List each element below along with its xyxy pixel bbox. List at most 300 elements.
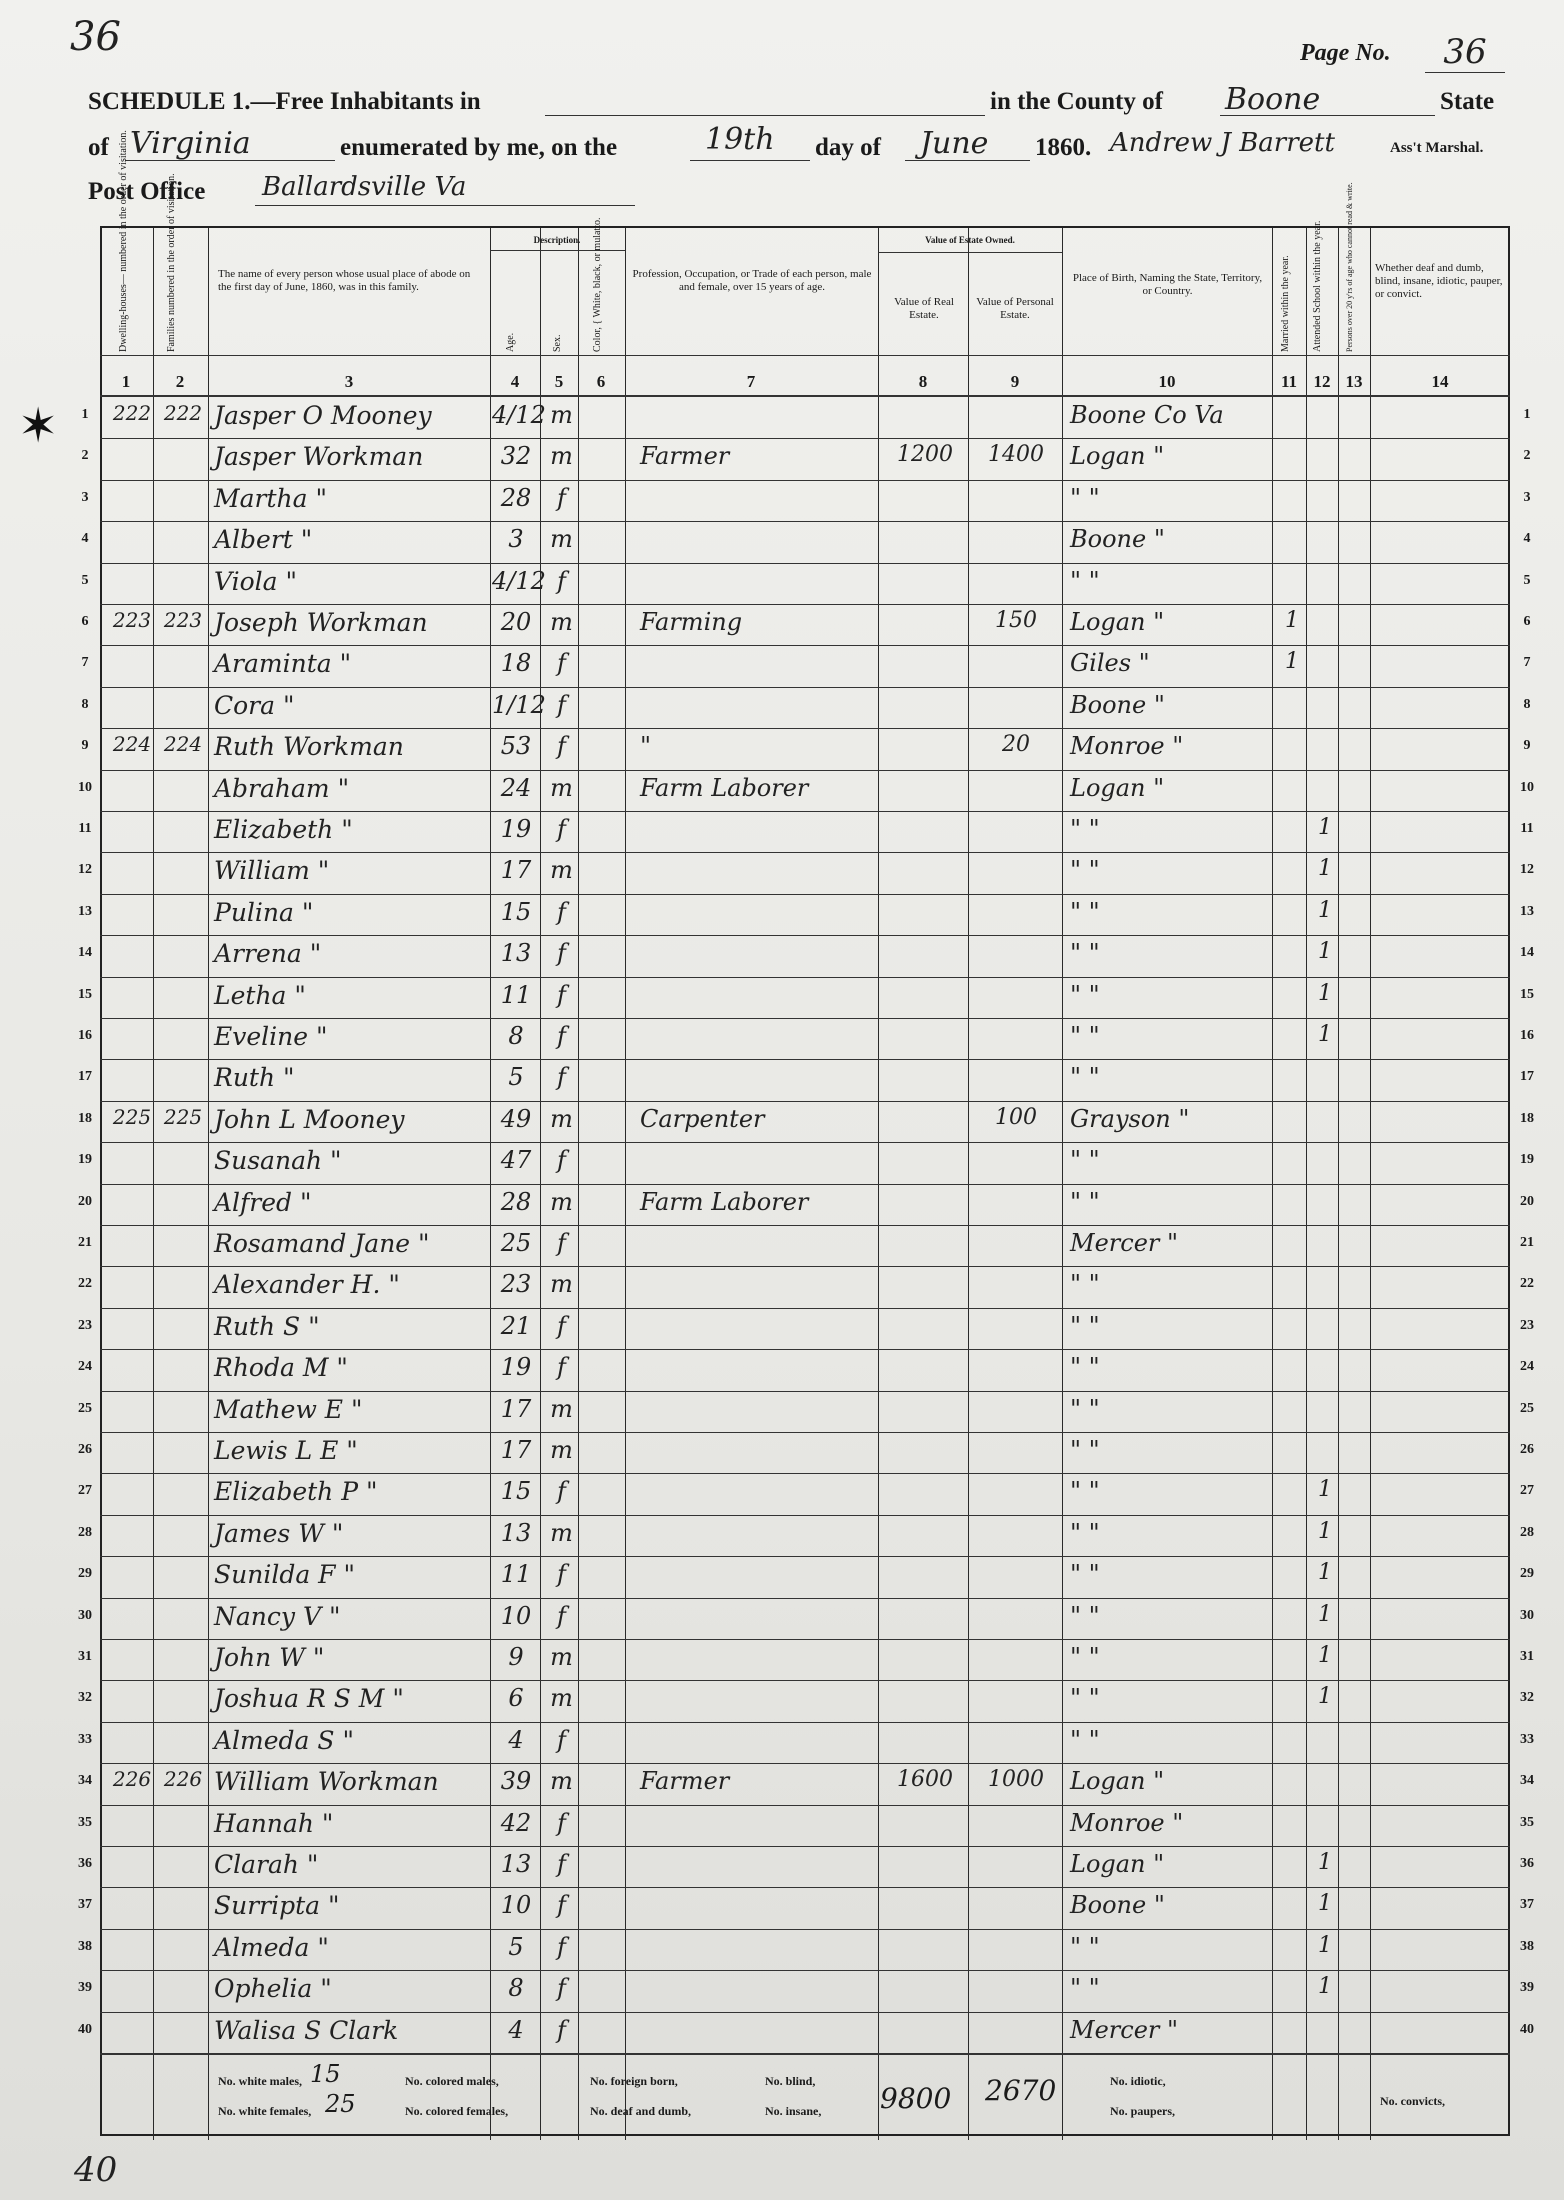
row-line <box>100 935 1510 936</box>
hdr-personal-estate: Value of Personal Estate. <box>976 296 1054 321</box>
cell-occ: Farmer <box>640 1767 730 1796</box>
cell-sch: 1 <box>1318 1022 1332 1047</box>
day-value: 19th <box>705 122 775 157</box>
cell-sch: 1 <box>1318 1932 1332 1958</box>
cell-age: 19 <box>500 1353 532 1382</box>
cell-sch: 1 <box>1318 1643 1332 1668</box>
line-number-left: 24 <box>78 1359 92 1375</box>
cell-birth: " " <box>1070 897 1100 926</box>
cell-name: Eveline " <box>214 1022 328 1051</box>
cell-sch: 1 <box>1318 815 1332 840</box>
cell-name: Rhoda M " <box>214 1353 348 1383</box>
line-number-left: 9 <box>81 738 89 754</box>
column-number: 4 <box>510 372 520 391</box>
state-label: State <box>1440 88 1495 115</box>
cell-age: 4/12 <box>492 401 546 429</box>
cell-sex: f <box>557 897 566 926</box>
row-line <box>100 1349 1510 1350</box>
hdr-married: Married within the year. <box>1280 255 1291 352</box>
line-number-left: 10 <box>78 779 92 795</box>
cell-age: 17 <box>500 1394 532 1423</box>
cell-birth: " " <box>1070 1725 1100 1754</box>
cell-name: Lewis L E " <box>214 1436 358 1465</box>
row-line <box>100 521 1510 522</box>
line-number-left: 33 <box>78 1731 92 1747</box>
line-number-left: 26 <box>78 1442 92 1457</box>
cell-sch: 1 <box>1318 1601 1332 1627</box>
line-number-right: 8 <box>1523 696 1531 712</box>
column-number: 5 <box>554 372 564 391</box>
hdr-read: Persons over 20 y'rs of age who cannot read & write. <box>1345 182 1354 352</box>
row-line <box>100 1266 1510 1267</box>
cell-sex: f <box>557 939 566 968</box>
row-line <box>100 1929 1510 1930</box>
column-number: 10 <box>1158 372 1176 391</box>
cell-fam: 225 <box>163 1104 203 1129</box>
cell-birth: Mercer " <box>1070 2015 1179 2044</box>
cell-age: 4/12 <box>492 566 546 595</box>
line-number-right: 31 <box>1520 1649 1534 1664</box>
cell-age: 18 <box>500 649 532 678</box>
page-no-label: Page No. <box>1300 40 1391 66</box>
line-number-right: 27 <box>1520 1483 1534 1499</box>
line-number-right: 11 <box>1520 821 1534 836</box>
row-line <box>100 1308 1510 1309</box>
line-number-left: 13 <box>78 903 92 919</box>
cell-sex: m <box>550 1643 573 1671</box>
cell-age: 8 <box>508 1022 524 1050</box>
hdr-estate: Value of Estate Owned. <box>925 235 1015 245</box>
cell-age: 42 <box>500 1808 532 1837</box>
cell-sch: 1 <box>1318 1560 1332 1586</box>
line-number-right: 36 <box>1520 1856 1534 1871</box>
cell-sex: f <box>557 1022 566 1050</box>
cell-birth: " " <box>1070 1974 1100 2003</box>
cell-age: 9 <box>508 1643 524 1671</box>
column-number: 3 <box>344 372 354 391</box>
hdr-school: Attended School within the year. <box>1312 220 1323 352</box>
cell-age: 13 <box>500 1850 532 1878</box>
cell-name: Walisa S Clark <box>214 2015 399 2045</box>
cell-age: 13 <box>500 1518 532 1547</box>
column-number: 9 <box>1010 372 1020 391</box>
cell-sch: 1 <box>1318 1518 1332 1544</box>
row-line <box>100 1887 1510 1888</box>
cell-birth: " " <box>1070 1518 1100 1547</box>
cell-birth: Logan " <box>1070 442 1165 471</box>
personal-estate-total: 2670 <box>985 2074 1057 2107</box>
cell-sex: f <box>557 1477 566 1506</box>
line-number-right: 38 <box>1520 1938 1534 1954</box>
cell-age: 11 <box>500 1560 532 1589</box>
line-number-left: 25 <box>78 1400 92 1416</box>
cell-sex: f <box>557 1560 566 1589</box>
row-line <box>100 1018 1510 1019</box>
line-number-left: 22 <box>78 1276 92 1292</box>
line-number-right: 1 <box>1523 407 1531 422</box>
row-line <box>100 1680 1510 1681</box>
star-mark-icon: ✶ <box>18 398 59 454</box>
line-number-right: 25 <box>1520 1400 1534 1416</box>
estate-rule <box>878 252 1062 253</box>
row-line <box>100 852 1510 853</box>
corner-bottom-number: 40 <box>74 2150 118 2190</box>
cell-name: Nancy V " <box>214 1601 341 1631</box>
cell-sch: 1 <box>1318 1477 1332 1503</box>
line-number-left: 31 <box>78 1649 92 1664</box>
cell-birth: " " <box>1070 1684 1100 1713</box>
row-line <box>100 1515 1510 1516</box>
line-number-left: 11 <box>78 821 92 836</box>
cell-name: Albert " <box>214 525 313 555</box>
line-number-left: 4 <box>81 531 89 547</box>
enumerated-label: enumerated by me, on the <box>340 134 618 161</box>
cell-sex: f <box>557 483 566 512</box>
cell-mar: 1 <box>1285 649 1299 675</box>
cell-birth: " " <box>1070 939 1100 968</box>
line-number-right: 34 <box>1520 1773 1534 1789</box>
cell-sex: f <box>557 1850 566 1878</box>
cell-birth: " " <box>1070 1394 1100 1423</box>
hdr-name: The name of every person whose usual place of abode on the first day of June, 1860, was in this family. <box>218 268 471 293</box>
cell-occ: Carpenter <box>640 1104 765 1133</box>
cell-mar: 1 <box>1285 608 1299 633</box>
row-line <box>100 1432 1510 1433</box>
cell-birth: " " <box>1070 1932 1100 1961</box>
column-number: 2 <box>175 372 185 391</box>
line-number-right: 6 <box>1523 614 1531 629</box>
row-line <box>100 480 1510 481</box>
line-number-left: 3 <box>81 489 89 505</box>
cell-name: Viola " <box>214 566 298 596</box>
cell-name: Araminta " <box>214 649 352 679</box>
cell-birth: " " <box>1070 1270 1100 1299</box>
row-line <box>100 563 1510 564</box>
cell-birth: " " <box>1070 1063 1100 1092</box>
cell-sex: f <box>557 1974 566 2003</box>
cell-birth: " " <box>1070 980 1100 1009</box>
cell-fam: 222 <box>163 401 203 425</box>
hdr-dwelling: Dwelling-houses— numbered in the order of visitation. <box>118 130 129 352</box>
line-number-left: 27 <box>78 1483 92 1499</box>
row-line <box>100 1142 1510 1143</box>
line-number-right: 18 <box>1520 1110 1534 1126</box>
cell-fam: 224 <box>163 732 203 757</box>
cell-name: Elizabeth P " <box>214 1477 378 1507</box>
cell-name: Almeda " <box>214 1932 329 1962</box>
cell-age: 21 <box>500 1311 532 1340</box>
of-label: of <box>88 134 109 161</box>
row-line <box>100 687 1510 688</box>
cell-name: Abraham " <box>214 773 350 803</box>
line-number-left: 2 <box>81 448 89 464</box>
hdr-age: Age. <box>505 332 516 352</box>
cell-age: 32 <box>500 442 532 471</box>
cell-fam: 223 <box>163 608 203 632</box>
line-number-left: 14 <box>78 945 92 961</box>
cell-birth: " " <box>1070 1601 1100 1630</box>
cell-age: 4 <box>508 1725 524 1754</box>
row-line <box>100 2012 1510 2013</box>
marshal-label: Ass't Marshal. <box>1390 140 1484 156</box>
cell-age: 15 <box>500 897 532 926</box>
cell-birth: " " <box>1070 1436 1100 1464</box>
cell-age: 20 <box>500 608 532 636</box>
cell-birth: Giles " <box>1070 649 1150 678</box>
cell-birth: " " <box>1070 815 1100 843</box>
cell-birth: Boone " <box>1070 1891 1165 1920</box>
hdr-real-estate: Value of Real Estate. <box>894 296 954 321</box>
line-number-left: 23 <box>78 1317 92 1333</box>
cell-sch: 1 <box>1318 1850 1332 1875</box>
line-number-left: 38 <box>78 1938 92 1954</box>
cell-occ: " <box>640 732 652 761</box>
cell-birth: " " <box>1070 566 1100 595</box>
hdr-birth: Place of Birth, Naming the State, Territory, or Country. <box>1072 272 1263 297</box>
idiotic-label: No. idiotic, <box>1110 2074 1166 2088</box>
cell-sex: f <box>557 1146 566 1175</box>
cell-sch: 1 <box>1318 980 1332 1006</box>
column-number: 7 <box>746 372 756 391</box>
cell-birth: " " <box>1070 1477 1100 1506</box>
cell-name: Jasper Workman <box>214 442 424 472</box>
county-label: in the County of <box>990 88 1163 115</box>
cell-real: 1600 <box>897 1767 953 1793</box>
month-value: June <box>920 126 989 161</box>
cell-birth: Boone " <box>1070 525 1165 554</box>
cell-dw: 222 <box>112 401 152 425</box>
cell-dw: 223 <box>112 608 152 632</box>
cell-age: 17 <box>500 856 532 885</box>
line-number-right: 39 <box>1520 1980 1534 1996</box>
line-number-right: 4 <box>1523 531 1531 547</box>
cell-sex: f <box>557 1932 566 1961</box>
row-line <box>100 1805 1510 1806</box>
cell-sex: f <box>557 1229 566 1257</box>
cell-sex: m <box>550 608 573 636</box>
cell-pers: 20 <box>1002 732 1030 758</box>
row-line <box>100 1473 1510 1474</box>
line-number-left: 20 <box>78 1193 92 1209</box>
cell-sch: 1 <box>1318 897 1332 923</box>
cell-name: Rosamand Jane " <box>214 1229 430 1258</box>
cell-birth: Logan " <box>1070 608 1165 636</box>
cell-name: Alexander H. " <box>214 1270 400 1300</box>
colored-males-label: No. colored males, <box>405 2074 499 2088</box>
row-line <box>100 1598 1510 1599</box>
cell-birth: Logan " <box>1070 773 1165 802</box>
header-line <box>100 395 1510 397</box>
cell-sex: f <box>557 980 566 1009</box>
line-number-left: 8 <box>81 696 89 712</box>
cell-age: 49 <box>500 1104 532 1133</box>
cell-pers: 1400 <box>988 442 1044 468</box>
cell-sch: 1 <box>1318 1684 1332 1710</box>
cell-name: Arrena " <box>214 939 322 969</box>
column-number: 13 <box>1345 372 1363 391</box>
row-line <box>100 894 1510 895</box>
cell-sex: m <box>550 773 573 802</box>
line-number-left: 1 <box>81 407 89 422</box>
cell-birth: " " <box>1070 1311 1100 1340</box>
cell-pers: 150 <box>995 608 1037 633</box>
county-value: Boone <box>1225 82 1321 117</box>
column-number: 1 <box>121 372 131 391</box>
line-number-right: 3 <box>1523 489 1531 505</box>
row-line <box>100 604 1510 605</box>
cell-sex: f <box>557 1601 566 1630</box>
cell-dw: 226 <box>112 1767 152 1792</box>
hdr-profession: Profession, Occupation, or Trade of each person, male and female, over 15 years of age. <box>632 268 872 293</box>
cell-sex: f <box>557 1725 566 1754</box>
line-number-left: 29 <box>78 1566 92 1582</box>
hdr-sex: Sex. <box>552 334 563 352</box>
row-line <box>100 1722 1510 1723</box>
cell-age: 11 <box>500 980 532 1009</box>
hdr-description: Description. <box>533 235 581 245</box>
line-number-right: 16 <box>1520 1028 1534 1043</box>
line-number-left: 34 <box>78 1773 92 1789</box>
line-number-left: 15 <box>78 986 92 1002</box>
cell-birth: Boone " <box>1070 690 1165 719</box>
row-line <box>100 1763 1510 1764</box>
white-females-value: 25 <box>325 2090 356 2118</box>
line-number-right: 20 <box>1520 1193 1534 1209</box>
row-line <box>100 1184 1510 1185</box>
hdr-families: Families numbered in the order of visitation. <box>166 173 177 352</box>
cell-name: Ruth Workman <box>214 732 404 762</box>
cell-birth: Grayson " <box>1070 1104 1190 1133</box>
year-label: 1860. <box>1035 134 1092 161</box>
cell-name: Ophelia " <box>214 1974 332 2004</box>
cell-age: 23 <box>500 1270 532 1299</box>
line-number-right: 7 <box>1523 655 1531 671</box>
row-line <box>100 1639 1510 1640</box>
cell-name: Martha " <box>214 483 327 513</box>
cell-name: William Workman <box>214 1767 439 1797</box>
row-line <box>100 811 1510 812</box>
cell-sex: m <box>550 1270 573 1299</box>
cell-age: 5 <box>508 1063 524 1092</box>
cell-name: Ruth " <box>214 1063 295 1093</box>
cell-age: 24 <box>500 773 532 802</box>
cell-age: 13 <box>500 939 532 968</box>
line-number-right: 14 <box>1520 945 1534 961</box>
cell-name: Almeda S " <box>214 1725 354 1755</box>
row-line <box>100 1059 1510 1060</box>
state-value: Virginia <box>130 126 251 161</box>
line-number-left: 6 <box>81 614 89 629</box>
line-number-left: 12 <box>78 862 92 878</box>
cell-name: Ruth S " <box>214 1311 320 1341</box>
line-number-left: 39 <box>78 1980 92 1996</box>
row-line <box>100 977 1510 978</box>
schedule-label: SCHEDULE 1.—Free Inhabitants in <box>88 88 481 115</box>
line-number-left: 36 <box>78 1856 92 1871</box>
cell-sex: f <box>557 1891 566 1920</box>
line-number-right: 37 <box>1520 1897 1534 1913</box>
cell-sex: m <box>550 1436 573 1464</box>
cell-sex: m <box>550 1684 573 1713</box>
line-number-right: 15 <box>1520 986 1534 1002</box>
cell-occ: Farming <box>640 608 743 636</box>
line-number-left: 16 <box>78 1028 92 1043</box>
cell-birth: " " <box>1070 1560 1100 1589</box>
cell-name: Surripta " <box>214 1891 340 1921</box>
column-number: 8 <box>918 372 928 391</box>
cell-age: 39 <box>500 1767 532 1796</box>
cell-sex: m <box>550 442 573 471</box>
description-rule <box>490 250 625 251</box>
line-number-right: 29 <box>1520 1566 1534 1582</box>
line-number-left: 37 <box>78 1897 92 1913</box>
line-number-right: 33 <box>1520 1731 1534 1747</box>
cell-sex: f <box>557 1311 566 1340</box>
line-number-right: 17 <box>1520 1069 1534 1085</box>
column-number: 12 <box>1313 372 1331 391</box>
line-number-left: 17 <box>78 1069 92 1085</box>
page-no-value: 36 <box>1425 32 1505 73</box>
hdr-deaf: Whether deaf and dumb, blind, insane, idiotic, pauper, or convict. <box>1375 262 1503 300</box>
cell-age: 5 <box>508 1932 524 1961</box>
cell-name: Letha " <box>214 980 306 1010</box>
paupers-label: No. paupers, <box>1110 2104 1176 2118</box>
cell-birth: " " <box>1070 1187 1100 1216</box>
corner-page-number: 36 <box>70 14 121 60</box>
cell-name: Clarah " <box>214 1850 319 1879</box>
cell-age: 1/12 <box>492 690 546 719</box>
line-number-left: 35 <box>78 1814 92 1830</box>
line-number-left: 18 <box>78 1110 92 1126</box>
cell-sch: 1 <box>1318 856 1332 882</box>
cell-birth: " " <box>1070 1643 1100 1671</box>
row-line <box>100 728 1510 729</box>
cell-sch: 1 <box>1318 1891 1332 1917</box>
cell-name: Hannah " <box>214 1808 334 1838</box>
cell-sex: m <box>550 1394 573 1423</box>
column-number: 14 <box>1431 372 1449 391</box>
line-number-right: 32 <box>1520 1690 1534 1706</box>
cell-sex: f <box>557 649 566 678</box>
cell-age: 6 <box>508 1684 524 1713</box>
cell-pers: 1000 <box>988 1767 1044 1793</box>
cell-name: Mathew E " <box>214 1394 363 1424</box>
line-number-left: 7 <box>81 655 89 671</box>
line-number-right: 13 <box>1520 903 1534 919</box>
cell-age: 47 <box>500 1146 532 1175</box>
line-number-left: 21 <box>78 1235 92 1250</box>
cell-birth: " " <box>1070 1146 1100 1175</box>
line-number-left: 19 <box>78 1152 92 1168</box>
cell-birth: " " <box>1070 1022 1100 1050</box>
cell-name: Joshua R S M " <box>214 1684 404 1714</box>
line-number-right: 30 <box>1520 1607 1534 1623</box>
cell-age: 10 <box>500 1601 532 1630</box>
cell-real: 1200 <box>897 442 953 468</box>
cell-sex: m <box>550 856 573 885</box>
cell-birth: " " <box>1070 483 1100 512</box>
cell-name: Cora " <box>214 690 295 720</box>
post-office-value: Ballardsville Va <box>262 172 467 202</box>
row-line <box>100 1391 1510 1392</box>
cell-age: 17 <box>500 1436 532 1464</box>
cell-occ: Farmer <box>640 442 730 471</box>
hdr-color: Color, { White, black, or mulatto. <box>592 217 603 352</box>
cell-birth: Boone Co Va <box>1070 401 1224 429</box>
cell-sex: f <box>557 1063 566 1092</box>
row-line <box>100 770 1510 771</box>
cell-fam: 226 <box>163 1767 203 1792</box>
